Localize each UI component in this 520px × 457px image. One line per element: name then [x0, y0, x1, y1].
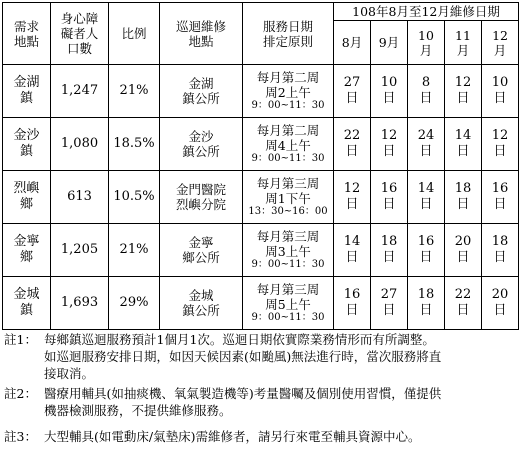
header-month: 8月 — [334, 21, 371, 65]
header-principle: 服務日期 排定原則 — [243, 3, 334, 65]
header-area: 需求 地點 — [3, 3, 51, 65]
cell-date: 18 日 — [482, 224, 519, 277]
notes — [4, 331, 518, 445]
table-row — [3, 224, 519, 277]
cell-date: 16 日 — [408, 224, 445, 277]
header-period: 108年8月至12月維修日期 — [334, 3, 519, 21]
table-row — [3, 277, 519, 330]
cell-site: 金湖 鎮公所 — [160, 65, 243, 118]
cell-date: 12 日 — [482, 118, 519, 171]
table-row — [3, 65, 519, 118]
cell-date: 24 日 — [408, 118, 445, 171]
cell-site: 金寧 鄉公所 — [160, 224, 243, 277]
cell-area: 金城 鎮 — [3, 277, 51, 330]
header-month: 11 月 — [445, 21, 482, 65]
note-line: 醫療用輔具(如抽痰機、氧氣製造機等)考量醫囑及個別使用習慣，僅提供 — [44, 386, 442, 401]
note-2 — [4, 385, 518, 419]
cell-date: 12 日 — [334, 171, 371, 224]
cell-date: 20 日 — [445, 224, 482, 277]
repair-schedule-table — [2, 2, 519, 330]
cell-date: 12 日 — [445, 65, 482, 118]
note-label: 註2： — [4, 386, 37, 401]
cell-date: 14 日 — [334, 224, 371, 277]
cell-date: 14 日 — [445, 118, 482, 171]
cell-site: 金門醫院 烈嶼分院 — [160, 171, 243, 224]
cell-date: 16 日 — [371, 171, 408, 224]
cell-date: 10 日 — [482, 65, 519, 118]
cell-site: 金沙 鎮公所 — [160, 118, 243, 171]
cell-area: 金寧 鄉 — [3, 224, 51, 277]
cell-count: 1,247 — [51, 65, 109, 118]
cell-date: 22 日 — [334, 118, 371, 171]
cell-date: 27 日 — [371, 277, 408, 330]
note-label: 註3： — [4, 429, 37, 444]
cell-count: 1,080 — [51, 118, 109, 171]
cell-count: 1,205 — [51, 224, 109, 277]
cell-rule: 每月第二周 周2上午 9：00~11：30 — [243, 65, 334, 118]
note-line: 如巡迴服務安排日期，如因天候因素(如颱風)無法進行時，當次服務將直 — [44, 349, 442, 364]
cell-rule: 每月第三周 周3上午 9：00~11：30 — [243, 224, 334, 277]
cell-date: 16 日 — [334, 277, 371, 330]
cell-rule: 每月第三周 周5上午 9：00~11：30 — [243, 277, 334, 330]
cell-date: 18 日 — [371, 224, 408, 277]
cell-rule: 每月第三周 周1下午 13：30~16：00 — [243, 171, 334, 224]
table-row — [3, 171, 519, 224]
cell-date: 18 日 — [445, 171, 482, 224]
cell-area: 金沙 鎮 — [3, 118, 51, 171]
cell-ratio: 21% — [109, 224, 160, 277]
cell-rule: 每月第二周 周4上午 9：00~11：30 — [243, 118, 334, 171]
cell-date: 14 日 — [408, 171, 445, 224]
header-month: 10 月 — [408, 21, 445, 65]
cell-ratio: 18.5% — [109, 118, 160, 171]
header-count: 身心障 礙者人 口數 — [51, 3, 109, 65]
header-month: 12 月 — [482, 21, 519, 65]
cell-area: 金湖 鎮 — [3, 65, 51, 118]
cell-ratio: 29% — [109, 277, 160, 330]
cell-count: 1,693 — [51, 277, 109, 330]
note-line: 大型輔具(如電動床/氣墊床)需維修者，請另行來電至輔具資源中心。 — [44, 429, 421, 444]
cell-date: 16 日 — [482, 171, 519, 224]
cell-site: 金城 鎮公所 — [160, 277, 243, 330]
cell-date: 27 日 — [334, 65, 371, 118]
cell-ratio: 10.5% — [109, 171, 160, 224]
cell-date: 10 日 — [371, 65, 408, 118]
table-row — [3, 118, 519, 171]
note-1 — [4, 331, 518, 382]
cell-area: 烈嶼 鄉 — [3, 171, 51, 224]
note-3 — [4, 428, 518, 445]
cell-date: 12 日 — [371, 118, 408, 171]
header-site: 巡迴維修 地點 — [160, 3, 243, 65]
cell-date: 20 日 — [482, 277, 519, 330]
note-label: 註1： — [4, 332, 37, 347]
header-month: 9月 — [371, 21, 408, 65]
note-line: 接取消。 — [44, 366, 95, 381]
header-ratio: 比例 — [109, 3, 160, 65]
note-line: 每鄉鎮巡迴服務預計1個月1次。巡迴日期依實際業務情形而有所調整。 — [44, 332, 435, 347]
cell-ratio: 21% — [109, 65, 160, 118]
note-line: 機器檢測服務，不提供維修服務。 — [44, 403, 232, 418]
cell-date: 18 日 — [408, 277, 445, 330]
cell-count: 613 — [51, 171, 109, 224]
cell-date: 22 日 — [445, 277, 482, 330]
cell-date: 8 日 — [408, 65, 445, 118]
